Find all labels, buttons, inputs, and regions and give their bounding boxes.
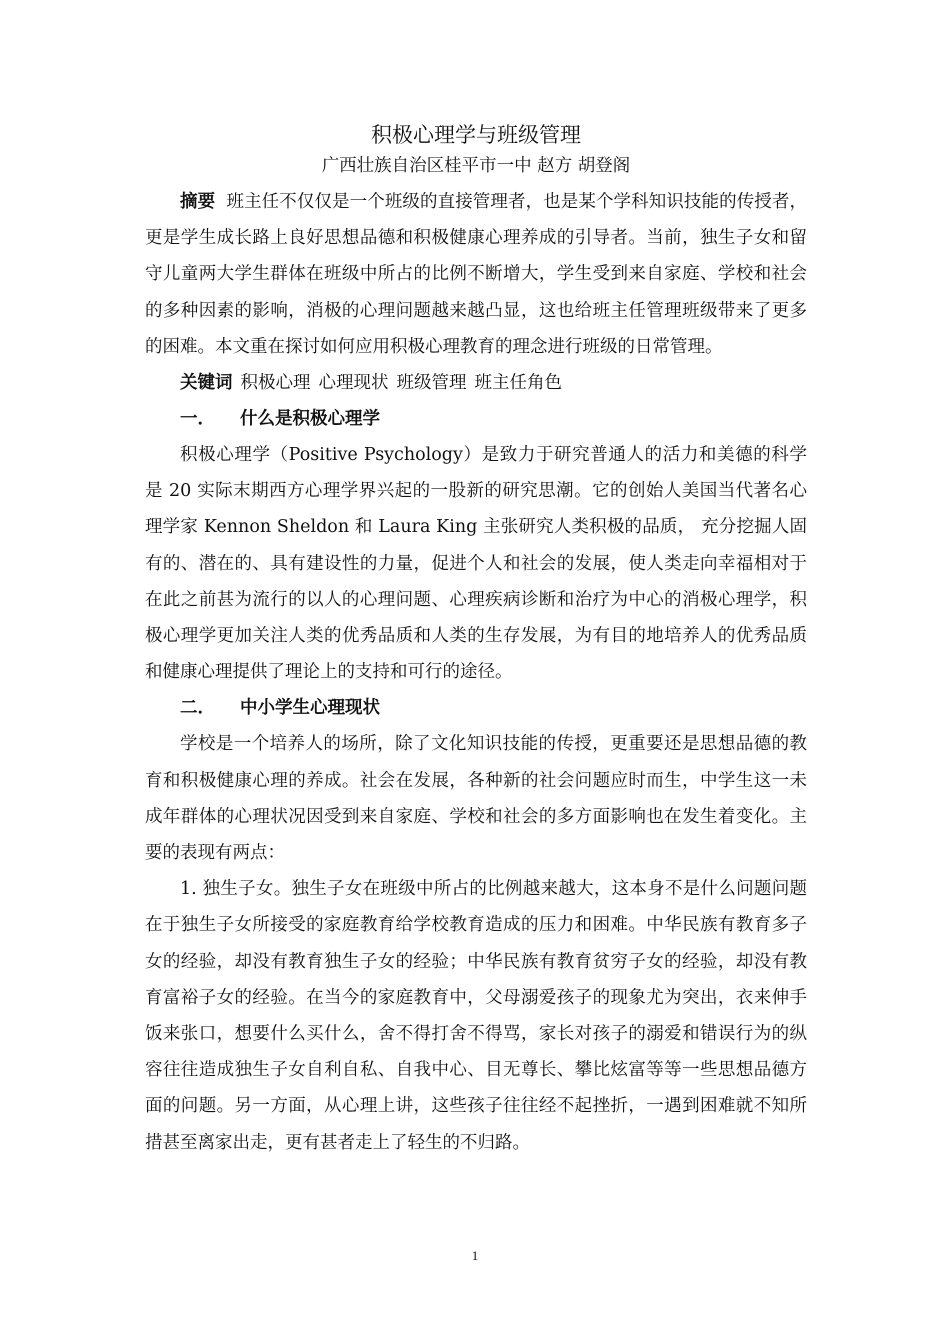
keywords-label: 关键词: [180, 373, 233, 394]
keyword: 积极心理: [240, 373, 311, 394]
abstract-text: 班主任不仅仅是一个班级的直接管理者，也是某个学科知识技能的传授者，更是学生成长路上良好思想品德和积极健康心理养成的引导者。当前，独生子女和留守儿童两大学生群体在班级中所占的比例不断增大，学生受到来自家庭、学校和社会的多种因素的影响，消极的心理问题越来越凸显，这也给班主任管理班级带来了更多的困难。本文重在探讨如何应用积极心理教育的理念进行班级的日常管理。: [145, 192, 807, 357]
document-title: 积极心理学与班级管理: [371, 123, 581, 147]
abstract-label: 摘要: [180, 192, 216, 212]
section-paragraph: 1. 独生子女。独生子女在班级中所占的比例越来越大，这本身不是什么问题问题在于独生子女所接受的家庭教育给学校教育造成的压力和困难。中华民族有教育多子女的经验，却没有教育独生子女的经验；中华民族有教育贫穷子女的经验，却没有教育富裕子女的经验。在当今的家庭教育中，父母溺爱孩子的现象尤为突出，衣来伸手饭来张口，想要什么买什么，舍不得打舍不得骂，家长对孩子的溺爱和错误行为的纵容往往造成独生子女自利自私、自我中心、目无尊长、攀比炫富等等一些思想品德方面的问题。另一方面，从心理上讲，这些孩子往往经不起挫折，一遇到困难就不知所措甚至离家出走，更有甚者走上了轻生的不归路。: [145, 879, 807, 1153]
abstract: [145, 184, 807, 365]
section-heading: [145, 401, 807, 437]
section-number: 二．: [180, 698, 215, 719]
section-heading: [145, 690, 807, 726]
section-paragraph: 学校是一个培养人的场所，除了文化知识技能的传授，更重要还是思想品德的教育和积极健康心理的养成。社会在发展，各种新的社会问题应时而生，中学生这一未成年群体的心理状况因受到来自家庭、学校和社会的多方面影响也在发生着变化。主要的表现有两点：: [145, 734, 807, 864]
keyword: 班级管理: [396, 373, 467, 394]
keywords: [145, 365, 807, 401]
document-body: [145, 120, 807, 1161]
keyword: 心理现状: [318, 373, 389, 394]
keyword: 班主任角色: [474, 373, 562, 394]
page-number: 1: [471, 1248, 479, 1263]
document-authors: 广西壮族自治区桂平市一中 赵方 胡登阁: [321, 156, 631, 176]
section-title: 中小学生心理现状: [240, 698, 380, 719]
section-number: 一．: [180, 409, 215, 430]
section-paragraph: 积极心理学（Positive Psychology）是致力于研究普通人的活力和美德的科学是 20 实际末期西方心理学界兴起的一股新的研究思潮。它的创始人美国当代著名心理学家 Kennon Sheldon 和 Laura King 主张研究人类积极的品质， 充分挖掘人固有的、潜在的、具有建设性的力量，促进个人和社会的发展，使人类走向幸福相对于在此之前甚为流行的以人的心理问题、心理疾病诊断和治疗为中心的消极心理学，积极心理学更加关注人类的优秀品质和人类的生存发展，为有目的地培养人的优秀品质和健康心理提供了理论上的支持和可行的途径。: [145, 445, 807, 683]
section-title: 什么是积极心理学: [240, 409, 380, 430]
